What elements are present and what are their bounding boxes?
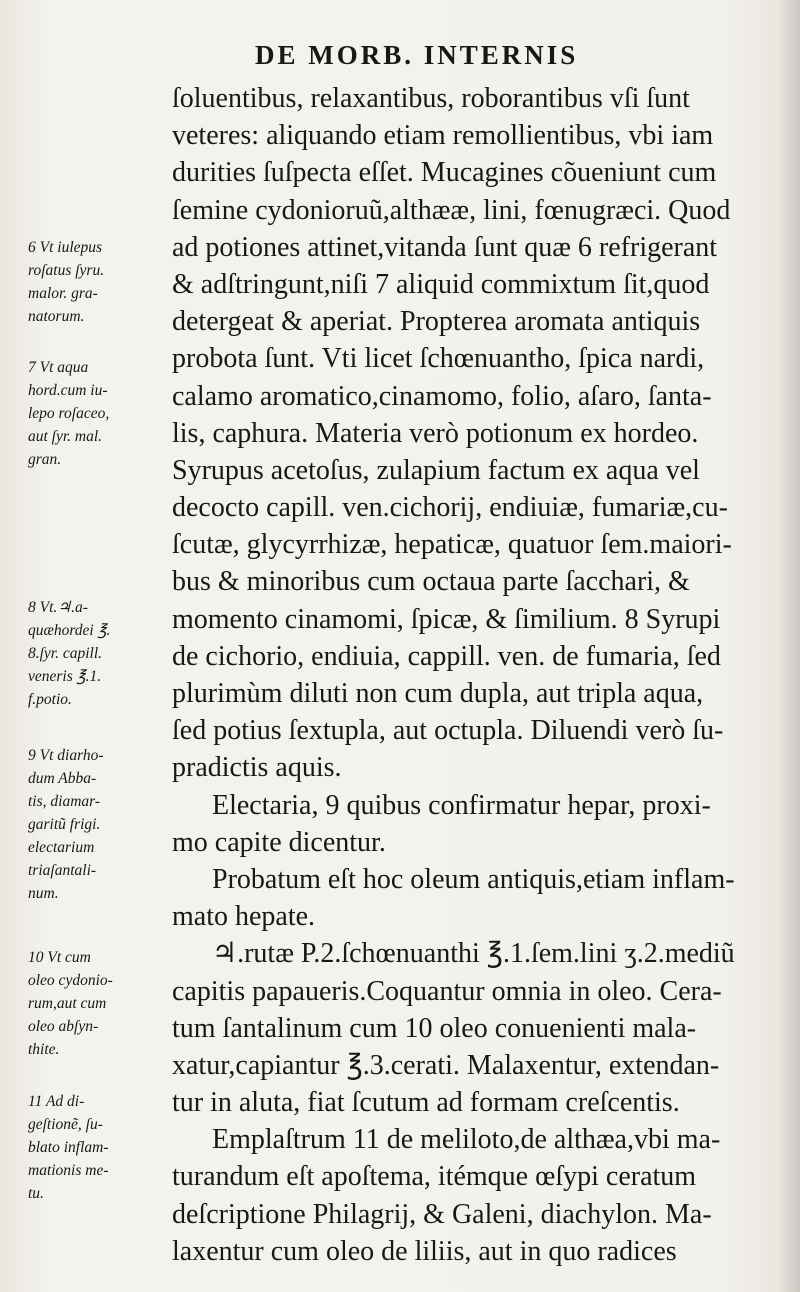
margin-note-line: malor. gra- (28, 285, 98, 302)
margin-note-line: tu. (28, 1185, 44, 1202)
margin-note-line: oleo cydonio- (28, 972, 113, 989)
text-line: lis, caphura. Materia verò potionum ex hordeo. (172, 417, 699, 449)
margin-note-line: geſtionẽ, ſu- (28, 1116, 103, 1133)
text-line: bus & minoribus cum octaua parte ſacchari, & (172, 566, 690, 598)
margin-note-line: 11 Ad di- (28, 1093, 85, 1110)
margin-note-10 (28, 946, 178, 1061)
text-line: capitis papaueris.Coquantur omnia in oleo. Cera- (172, 975, 722, 1007)
text-line: probota ſunt. Vti licet ſchœnuantho, ſpica nardi, (172, 343, 705, 375)
text-line: veteres: aliquando etiam remollientibus, vbi iam (172, 120, 714, 152)
margin-note-line: 9 Vt diarho- (28, 747, 104, 764)
margin-note-line: 10 Vt cum (28, 949, 91, 966)
text-line: de cichorio, endiuia, cappill. ven. de fumaria, ſed (172, 640, 721, 672)
margin-note-8 (28, 596, 178, 711)
text-line: xatur,capiantur ℥.3.cerati. Malaxentur, extendan- (172, 1049, 720, 1081)
margin-note-line: oleo abſyn- (28, 1018, 99, 1035)
text-line: tur in aluta, fiat ſcutum ad formam creſcentis. (172, 1087, 680, 1119)
text-line: mato hepate. (172, 901, 316, 933)
margin-note-line: garitũ frigi. (28, 816, 101, 833)
margin-note-line: hord.cum iu- (28, 382, 108, 399)
text-line: pradictis aquis. (172, 752, 342, 784)
margin-note-line: aut ſyr. mal. (28, 428, 103, 445)
paragraph-first-line: Probatum eſt hoc oleum antiquis,etiam inflam- (212, 863, 735, 895)
text-line: turandum eſt apoſtema, itémque œſypi ceratum (172, 1161, 697, 1193)
text-line: ad potiones attinet,vitanda ſunt quæ 6 refrigerant (172, 231, 718, 263)
page-edge-shadow (778, 0, 800, 1292)
text-line: ſcutæ, glycyrrhizæ, hepaticæ, quatuor ſem.maiori- (172, 529, 732, 561)
margin-note-line: tis, diamar- (28, 793, 101, 810)
text-line: Syrupus acetoſus, zulapium factum ex aqua vel (172, 454, 700, 486)
margin-note-line: roſatus ſyru. (28, 262, 105, 279)
main-text-block (172, 80, 772, 1270)
margin-note-line: lepo roſaceo, (28, 405, 110, 422)
margin-note-line: 8 Vt.♃.a- (28, 599, 88, 616)
margin-note-line: f.potio. (28, 691, 72, 708)
text-line: detergeat & aperiat. Propterea aromata antiquis (172, 306, 701, 338)
text-line: ſed potius ſextupla, aut octupla. Diluendi verò ſu- (172, 715, 724, 747)
margin-note-line: 6 Vt iulepus (28, 239, 103, 256)
margin-note-11 (28, 1090, 178, 1205)
text-line: durities ſuſpecta eſſet. Mucagines cõueniunt cum (172, 157, 717, 189)
text-line: decocto capill. ven.cichorij, endiuiæ, fumariæ,cu- (172, 492, 728, 524)
margin-note-line: electarium (28, 839, 95, 856)
paragraph-first-line: Emplaſtrum 11 de meliloto,de althæa,vbi ma- (212, 1124, 721, 1156)
text-line: laxentur cum oleo de liliis, aut in quo radices (172, 1235, 677, 1267)
margin-note-line: quæhordei ℥. (28, 622, 111, 639)
margin-note-line: mationis me- (28, 1162, 109, 1179)
margin-note-line: natorum. (28, 308, 85, 325)
margin-note-line: num. (28, 885, 59, 902)
margin-note-6 (28, 236, 178, 328)
text-line: momento cinamomi, ſpicæ, & ſimilium. 8 Syrupi (172, 603, 721, 635)
margin-note-line: thite. (28, 1041, 60, 1058)
text-line: tum ſantalinum cum 10 oleo conuenienti mala- (172, 1012, 697, 1044)
margin-note-line: blato inflam- (28, 1139, 109, 1156)
margin-note-7 (28, 356, 178, 471)
paragraph-first-line: Electaria, 9 quibus confirmatur hepar, proxi- (212, 789, 711, 821)
margin-note-9 (28, 744, 178, 905)
text-line: mo capite dicentur. (172, 826, 386, 858)
margin-note-line: 7 Vt aqua (28, 359, 89, 376)
text-line: calamo aromatico,cinamomo, folio, aſaro, ſanta- (172, 380, 712, 412)
text-line: deſcriptione Philagrij, & Galeni, diachylon. Ma- (172, 1198, 712, 1230)
margin-note-line: rum,aut cum (28, 995, 107, 1012)
text-line: ſoluentibus, relaxantibus, roborantibus vſi ſunt (172, 83, 690, 114)
margin-note-line: gran. (28, 451, 62, 468)
margin-note-line: 8.ſyr. capill. (28, 645, 103, 662)
text-line: plurimùm diluti non cum dupla, aut tripla aqua, (172, 678, 704, 709)
margin-note-line: dum Abba- (28, 770, 97, 787)
recipe-line: ♃.rutæ P.2.ſchœnuanthi ℥.1.ſem.lini ʒ.2.mediũ (212, 938, 735, 970)
margin-note-line: triaſantali- (28, 862, 97, 879)
running-head: DE MORB. INTERNIS (255, 40, 579, 70)
text-line: ſemine cydonioruũ,althææ, lini, fœnugræci. Quod (172, 194, 731, 226)
text-line: & adſtringunt,niſi 7 aliquid commixtum ſit,quod (172, 268, 710, 300)
margin-note-line: veneris ℥.1. (28, 668, 102, 685)
